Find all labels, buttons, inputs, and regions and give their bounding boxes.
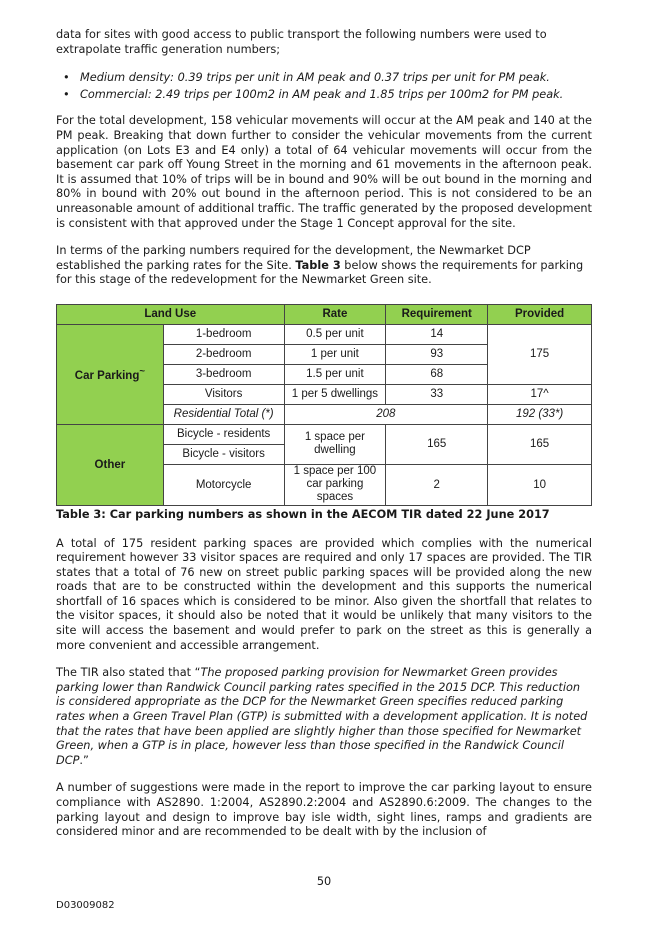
table-caption: Table 3: Car parking numbers as shown in the AECOM TIR dated 22 June 2017	[56, 507, 550, 521]
traffic-paragraph: For the total development, 158 vehicular movements will occur at the AM peak and 140 at the PM peak. Breaking that down further to consider the vehicular movements from the current application (on Lots E3 and E4 only) a total of 64 vehicular movements will occur from the basement car park off Young Street in the morning and 61 movements in the afternoon peak. It is assumed that 10% of trips will be in bound and 90% will be out bound in the morning and 80% in bound with 20% out bound in the afternoon period. This is not considered to be an unreasonable amount of additional traffic. The traffic generated by the proposed development is consistent with that approved under the Stage 1 Concept approval for the site.	[56, 114, 592, 230]
table-row: Other Bicycle - residents 1 space per dwelling 165 165	[57, 424, 592, 444]
beds-provided-cell: 175	[488, 324, 592, 384]
table-row: Bicycle - visitors	[57, 444, 592, 464]
list-item: • Commercial: 2.49 trips per 100m2 in AM peak and 1.85 trips per 100m2 for PM peak.	[80, 88, 592, 103]
category-other: Other	[57, 424, 164, 505]
table-header-row	[57, 304, 592, 324]
page-number: 50	[316, 875, 332, 888]
table-row: Motorcycle 1 space per 100 car parking spaces 2 10	[57, 464, 592, 505]
header-rate: Rate	[284, 304, 386, 324]
table-row: Visitors 1 per 5 dwellings 33 17^	[57, 384, 592, 404]
category-car-parking: Car Parking~	[57, 324, 164, 424]
parking-paragraph: In terms of the parking numbers required for the development, the Newmarket DCP established the parking rates for the Site. Table 3 below shows the requirements for parking for this stage of the redevelopment for the Newmarket Green site.	[56, 244, 584, 287]
header-provided: Provided	[488, 304, 592, 324]
table-row: Residential Total (*) 208 192 (33*)	[57, 404, 592, 424]
parking-table	[56, 304, 592, 506]
table-row: 3-bedroom 1.5 per unit 68	[57, 364, 592, 384]
table-row: 2-bedroom 1 per unit 93	[57, 344, 592, 364]
list-item: • Medium density: 0.39 trips per unit in AM peak and 0.37 trips per unit for PM peak.	[80, 71, 592, 86]
trip-rate-list	[56, 71, 592, 102]
table-row: Car Parking~ 1-bedroom 0.5 per unit 14 175	[57, 324, 592, 344]
table-reference: Table 3	[295, 258, 341, 272]
header-land-use: Land Use	[57, 304, 285, 324]
header-requirement: Requirement	[386, 304, 488, 324]
document-id: D03009082	[56, 900, 115, 911]
document-page	[56, 28, 592, 840]
spaces-paragraph: A total of 175 resident parking spaces are provided which complies with the numerical requirement however 33 visitor spaces are required and only 17 spaces are provided. The TIR states that a total of 76 new on street public parking spaces will be provided along the new roads that are to be constructed within the development and this supports the numerical shortfall of 16 spaces which is considered to be minor. Also given the shortfall that relates to the visitor spaces, it should also be noted that it would be unlikely that many visitors to the site will access the basement and would prefer to park on the street as this is generally a more convenient and accessible arrangement.	[56, 536, 592, 652]
suggestions-paragraph: A number of suggestions were made in the report to improve the car parking layout to ensure compliance with AS2890. 1:2004, AS2890.2:2004 and AS2890.6:2009. The changes to the parking layout and design to improve bay isle width, sight lines, ramps and gradients are considered minor and are recommended to be dealt with by the inclusion of	[56, 781, 592, 839]
intro-paragraph: data for sites with good access to public transport the following numbers were used to extrapolate traffic generation numbers;	[56, 28, 547, 56]
tir-quote-paragraph: The TIR also stated that “The proposed parking provision for Newmarket Green provides parking lower than Randwick Council parking rates specified in the 2015 DCP. This reduction is considered appropriate as the DCP for the Newmarket Green specifies reduced parking rates when a Green Travel Plan (GTP) is submitted with a development application. It is noted that the rates that have been applied are slightly higher than those specified for Newmarket Green, when a GTP is in place, however less than those specified in the Randwick Council DCP.”	[56, 666, 588, 767]
tir-quote: The proposed parking provision for Newmarket Green provides parking lower than Randwick Council parking rates specified in the 2015 DCP. This reduction is considered appropriate as the DCP for the Newmarket Green specifies reduced parking rates when a Green Travel Plan (GTP) is submitted with a development application. It is noted that the rates that have been applied are slightly higher than those specified for Newmarket Green, when a GTP is in place, however less than those specified in the Randwick Council DCP	[56, 666, 588, 767]
